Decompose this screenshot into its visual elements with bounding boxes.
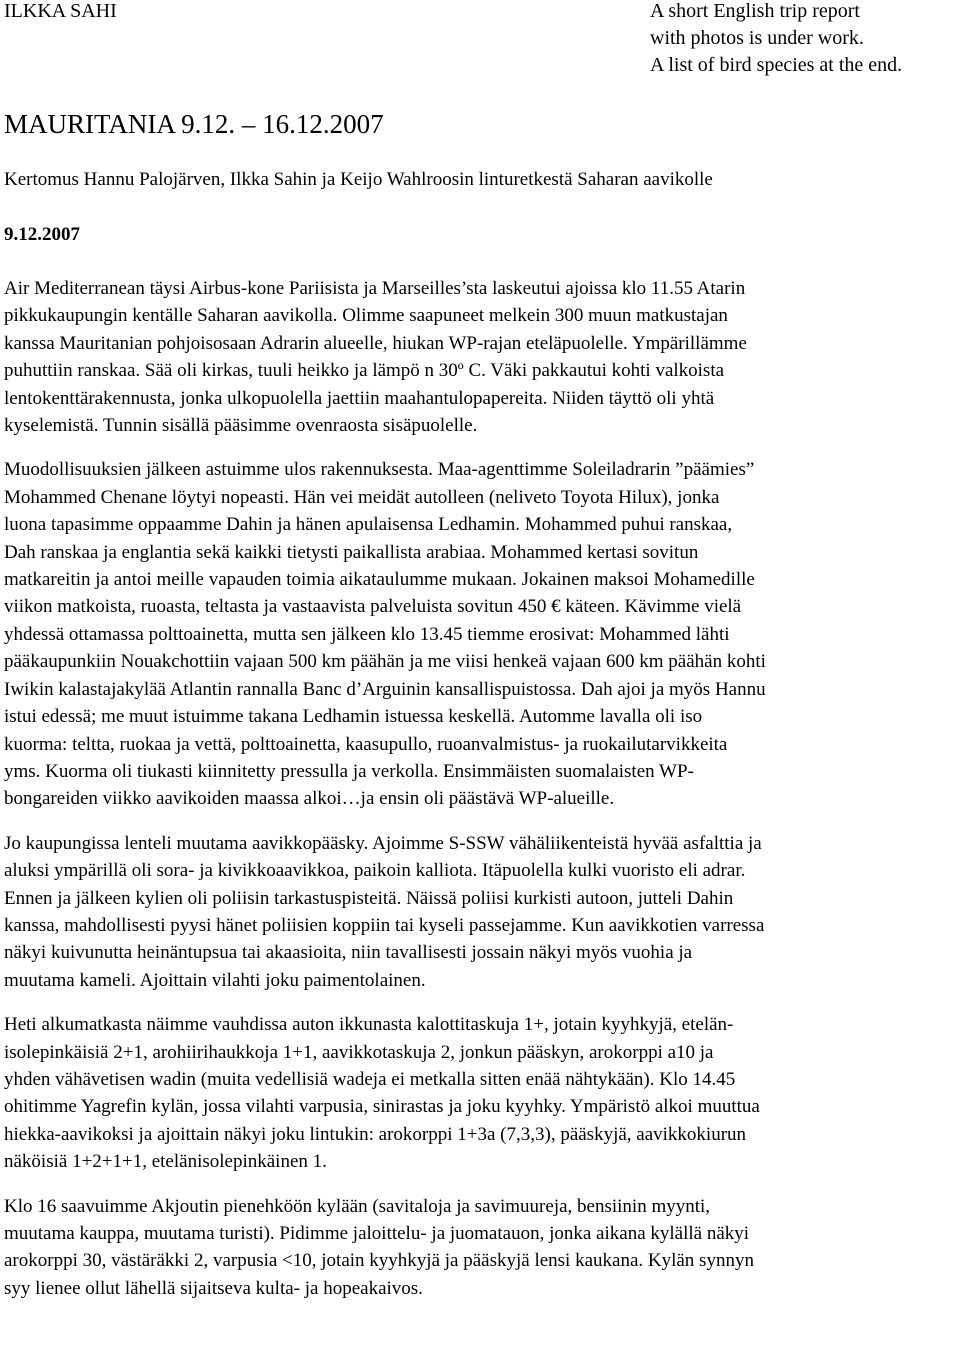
body-paragraph (4, 1011, 958, 1175)
document-title: MAURITANIA 9.12. – 16.12.2007 (4, 109, 384, 139)
paragraph-line: Muodollisuuksien jälkeen astuimme ulos rakennuksesta. Maa-agenttimme Soleiladrarin ”päämies” (4, 459, 755, 481)
report-note-line: A short English trip report (650, 0, 860, 22)
paragraph-line: isolepinkäisiä 2+1, arohiirihaukkoja 1+1, aavikkotaskuja 2, jonkun pääskyn, arokorppi a10 ja (4, 1041, 714, 1063)
paragraph-line: Iwikin kalastajakylää Atlantin rannalla Banc d’Arguinin kansallispuistossa. Dah ajoi ja myös Hannu (4, 678, 766, 700)
paragraph-line: matkareitin ja antoi meille vapauden toimia aikataulumme mukaan. Jokainen maksoi Mohamedille (4, 569, 755, 591)
paragraph-line: aluksi ympärillä oli sora- ja kivikkoaavikkoa, paikoin kalliota. Itäpuolella kulki vuoristo eli adrar. (4, 860, 746, 882)
paragraph-line: Air Mediterranean täysi Airbus-kone Pariisista ja Marseilles’sta laskeutui ajoissa klo 11.55 Atarin (4, 278, 746, 299)
paragraph-line: Dah ranskaa ja englantia sekä kaikki tietysti paikallista arabiaa. Mohammed kertasi sovitun (4, 541, 699, 563)
paragraph-line: pikkukaupungin kentälle Saharan aavikolla. Olimme saapuneet melkein 300 muun matkustajan (4, 305, 728, 327)
paragraph-line: yms. Kuorma oli tiukasti kiinnitetty pressulla ja verkolla. Ensimmäisten suomalaisten WP- (4, 760, 694, 782)
paragraph-line: bongareiden viikko aavikoiden maassa alkoi…ja ensin oli päästävä WP-alueille. (4, 788, 615, 810)
paragraph-line: hiekka-aavikoksi ja ajoittain näkyi joku lintukin: arokorppi 1+3a (7,3,3), pääskyjä, aavikkokiurun (4, 1123, 747, 1145)
paragraph-line: Ennen ja jälkeen kylien oli poliisin tarkastuspisteitä. Näissä poliisi kurkisti autoon, jutteli Dahin (4, 887, 734, 909)
report-note-line: A list of bird species at the end. (650, 54, 903, 76)
date-heading: 9.12.2007 (4, 224, 80, 245)
paragraph-line: kyselemistä. Tunnin sisällä pääsimme ovenraosta sisäpuolelle. (4, 415, 478, 437)
paragraph-line: näkyi kuivunutta heinäntupsua tai akaasioita, niin tavallisesti jossain näkyi myös vuohia ja (4, 942, 693, 964)
report-body (4, 275, 958, 1319)
report-note (650, 0, 902, 79)
report-note-line: with photos is under work. (650, 27, 864, 49)
paragraph-line: istui edessä; me muut istuimme takana Ledhamin istuessa keskellä. Automme lavalla oli iso (4, 706, 703, 728)
paragraph-line: Mohammed Chenane löytyi nopeasti. Hän vei meidät autolleen (neliveto Toyota Hilux), jonka (4, 486, 720, 508)
paragraph-line: Heti alkumatkasta näimme vauhdissa auton ikkunasta kalottitaskuja 1+, jotain kyyhkyjä, etelän- (4, 1014, 734, 1036)
author-name: ILKKA SAHI (4, 0, 117, 22)
paragraph-line: lentokenttärakennusta, jonka ulkopuolella jaettiin maahantulopapereita. Niiden täyttö oli yhtä (4, 387, 715, 409)
paragraph-line: kanssa Mauritanian pohjoisosaan Adrarin alueelle, hiukan WP-rajan eteläpuolelle. Ympärillämme (4, 332, 747, 354)
body-paragraph (4, 1193, 958, 1303)
body-paragraph (4, 275, 958, 439)
paragraph-line: ohitimme Yagrefin kylän, jossa vilahti varpusia, sinirastas ja joku kyyhky. Ympäristö alkoi muuttua (4, 1096, 760, 1118)
paragraph-line: kanssa, mahdollisesti pyysi hänet poliisien koppiin tai kyseli passejamme. Kun aavikkotien varressa (4, 914, 765, 936)
paragraph-line: puhuttiin ranskaa. Sää oli kirkas, tuuli heikko ja lämpö n 30º C. Väki pakkautui kohti valkoista (4, 360, 725, 382)
paragraph-line: kuorma: teltta, ruokaa ja vettä, polttoainetta, kaasupullo, ruoanvalmistus- ja ruokailutarvikkeita (4, 733, 728, 755)
paragraph-line: muutama kauppa, muutama turisti). Pidimme jaloittelu- ja juomatauon, jonka aikana kylällä näkyi (4, 1223, 750, 1244)
body-paragraph (4, 456, 958, 812)
paragraph-line: näköisiä 1+2+1+1, etelänisolepinkäinen 1. (4, 1151, 327, 1173)
document-subtitle: Kertomus Hannu Palojärven, Ilkka Sahin ja Keijo Wahlroosin linturetkestä Saharan aavikolle (4, 169, 713, 190)
paragraph-line: syy lienee ollut lähellä sijaitseva kulta- ja hopeakaivos. (4, 1277, 423, 1299)
paragraph-line: Jo kaupungissa lenteli muutama aavikkopääsky. Ajoimme S-SSW vähäliikenteistä hyvää asfalttia ja (4, 832, 762, 854)
paragraph-line: luona tapasimme oppaamme Dahin ja hänen apulaisensa Ledhamin. Mohammed puhui ranskaa, (4, 514, 733, 536)
paragraph-line: muutama kameli. Ajoittain vilahti joku paimentolainen. (4, 969, 426, 991)
paragraph-line: Klo 16 saavuimme Akjoutin pienehköön kylään (savitaloja ja savimuureja, bensiinin myynti, (4, 1195, 711, 1217)
paragraph-line: yhden vähävetisen wadin (muita vedellisiä wadeja ei metkalla sitten enää nähtykään). Klo 14.45 (4, 1068, 736, 1090)
paragraph-line: yhdessä ottamassa polttoainetta, mutta sen jälkeen klo 13.45 tiemme erosivat: Mohammed lähti (4, 623, 730, 645)
paragraph-line: arokorppi 30, västäräkki 2, varpusia <10, jotain kyyhkyjä ja pääskyjä lensi kaukana. Kylän synnyn (4, 1250, 754, 1272)
paragraph-line: pääkaupunkiin Nouakchottiin vajaan 500 km päähän ja me viisi henkeä vajaan 600 km päähän kohti (4, 651, 766, 673)
body-paragraph (4, 830, 958, 994)
paragraph-line: viikon matkoista, ruoasta, teltasta ja vastaavista palveluista sovitun 450 € käteen. Kävimme vielä (4, 596, 742, 618)
